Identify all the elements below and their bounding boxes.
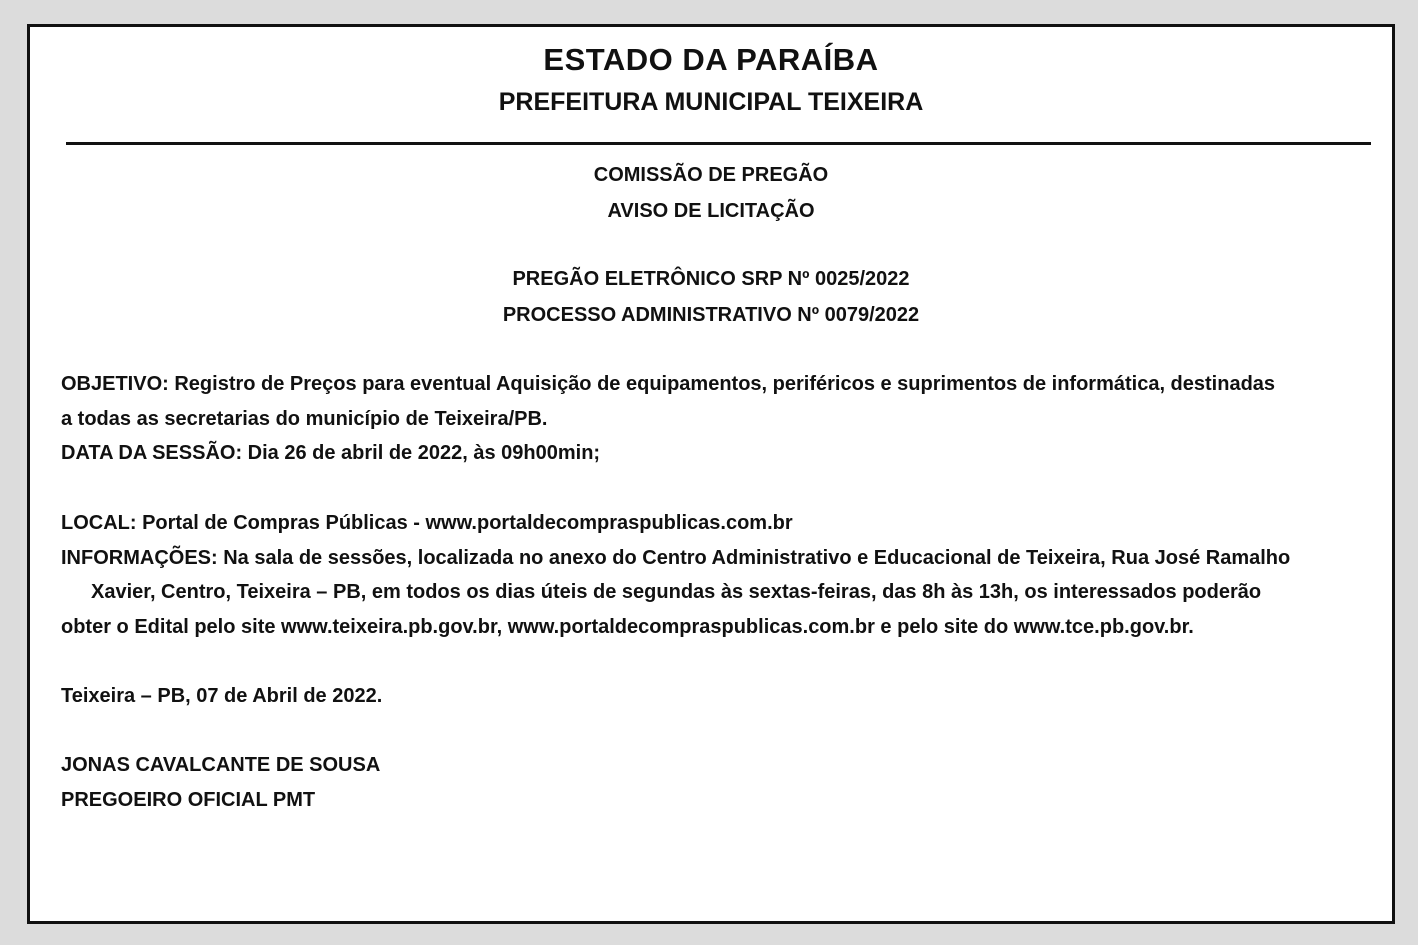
city-hall-title: PREFEITURA MUNICIPAL TEIXEIRA — [498, 88, 924, 116]
process-number: PROCESSO ADMINISTRATIVO Nº 0079/2022 — [502, 304, 920, 326]
pregao-number: PREGÃO ELETRÔNICO SRP Nº 0025/2022 — [512, 268, 910, 290]
notice-heading: AVISO DE LICITAÇÃO — [607, 200, 815, 222]
notice-document — [27, 24, 1395, 924]
closing-date-section — [61, 679, 1371, 714]
header-divider — [66, 142, 1371, 145]
commission-heading: COMISSÃO DE PREGÃO — [593, 164, 829, 186]
objective-line-2: a todas as secretarias do município de Teixeira/PB. — [61, 407, 548, 430]
info-line-1: INFORMAÇÕES: Na sala de sessões, localizada no anexo do Centro Administrativo e Educacional de Teixeira, Rua José Ramalho — [61, 546, 1291, 569]
objective-section — [61, 367, 1371, 471]
location-line: LOCAL: Portal de Compras Públicas - www.portaldecompraspublicas.com.br — [61, 512, 793, 534]
signature-section — [61, 748, 1371, 817]
objective-line-1: OBJETIVO: Registro de Preços para eventual Aquisição de equipamentos, periféricos e suprimentos de informática, destinadas — [61, 373, 1276, 395]
signer-role: PREGOEIRO OFICIAL PMT — [61, 788, 316, 811]
info-line-3: obter o Edital pelo site www.teixeira.pb.gov.br, www.portaldecompraspublicas.com.br e pelo site do www.tce.pb.gov.br. — [61, 615, 1194, 638]
closing-date: Teixeira – PB, 07 de Abril de 2022. — [61, 685, 383, 707]
location-section — [61, 506, 1371, 644]
session-date: DATA DA SESSÃO: Dia 26 de abril de 2022, às 09h00min; — [61, 442, 601, 464]
info-line-2: Xavier, Centro, Teixeira – PB, em todos os dias úteis de segundas às sextas-feiras, das 8h às 13h, os interessados poderão — [91, 581, 1262, 603]
signer-name: JONAS CAVALCANTE DE SOUSA — [61, 754, 381, 776]
state-title: ESTADO DA PARAÍBA — [543, 42, 879, 77]
